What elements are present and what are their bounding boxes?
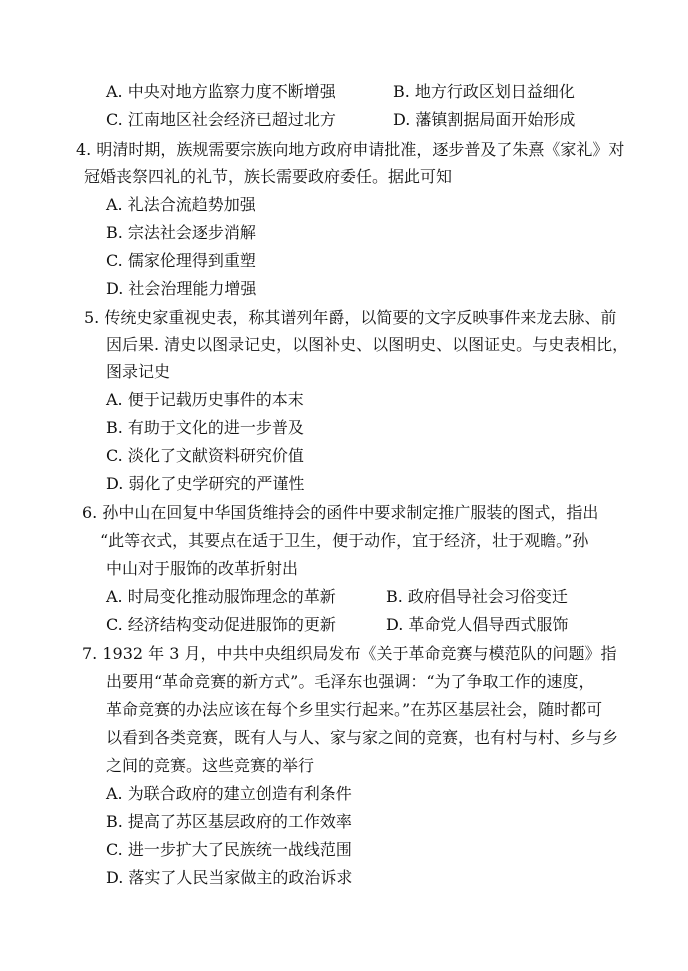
q5-option-d: D. 弱化了史学研究的严谨性 [106,474,305,493]
q4-option-b: B. 宗法社会逐步消解 [106,223,256,242]
q4-option-d: D. 社会治理能力增强 [106,279,257,298]
q7-option-a: A. 为联合政府的建立创造有利条件 [106,784,352,803]
q7-option-d: D. 落实了人民当家做主的政治诉求 [106,868,353,887]
q6-stem-line1: 6. 孙中山在回复中华国货维持会的函件中要求制定推广服装的图式，指出 [82,503,599,522]
q7-stem-line5: 之间的竞赛。这些竞赛的举行 [106,756,315,775]
q7-option-b: B. 提高了苏区基层政府的工作效率 [106,812,352,831]
q4-option-c: C. 儒家伦理得到重塑 [106,251,256,270]
q7-option-c: C. 进一步扩大了民族统一战线范围 [106,840,352,859]
q7-stem-line4: 以看到各类竞赛，既有人与人、家与家之间的竞赛，也有村与村、乡与乡 [106,728,619,747]
q5-stem-line3: 图录记史 [106,362,171,381]
q3-option-b: B. 地方行政区划日益细化 [393,82,575,101]
q3-option-c: C. 江南地区社会经济已超过北方 [106,110,336,129]
q6-option-c: C. 经济结构变动促进服饰的更新 [106,615,336,634]
q7-stem-line3: 革命竞赛的办法应该在每个乡里实行起来。”在苏区基层社会，随时都可 [106,700,603,719]
q6-option-a: A. 时局变化推动服饰理念的革新 [106,587,336,606]
q3-option-d: D. 藩镇割据局面开始形成 [393,110,576,129]
q5-option-c: C. 淡化了文献资料研究价值 [106,446,304,465]
q4-option-a: A. 礼法合流趋势加强 [106,195,256,214]
q6-option-d: D. 革命党人倡导西式服饰 [386,615,569,634]
q7-stem-line1: 7. 1932 年 3 月，中共中央组织局发布《关于革命竞赛与模范队的问题》指 [82,644,617,663]
q5-stem-line2: 因后果. 清史以图录记史，以图补史、以图明史、以图证史。与史表相比， [106,335,629,354]
q6-option-b: B. 政府倡导社会习俗变迁 [386,587,568,606]
q7-stem-line2: 出要用“革命竞赛的新方式”。毛泽东也强调：“为了争取工作的速度， [106,672,595,691]
q6-stem-line2: “此等衣式，其要点在适于卫生，便于动作，宜于经济，壮于观瞻。”孙 [100,531,589,550]
q5-stem-line1: 5. 传统史家重视史表，称其谱列年爵，以简要的文字反映事件来龙去脉、前 [84,308,617,327]
q6-stem-line3: 中山对于服饰的改革折射出 [106,559,299,578]
q5-option-a: A. 便于记载历史事件的本末 [106,390,304,409]
q4-stem-line1: 4. 明清时期，族规需要宗族向地方政府申请批准，逐步普及了朱熹《家礼》对 [76,140,625,159]
q5-option-b: B. 有助于文化的进一步普及 [106,418,304,437]
q4-stem-line2: 冠婚丧祭四礼的礼节，族长需要政府委任。据此可知 [84,167,453,186]
q3-option-a: A. 中央对地方监察力度不断增强 [106,82,336,101]
